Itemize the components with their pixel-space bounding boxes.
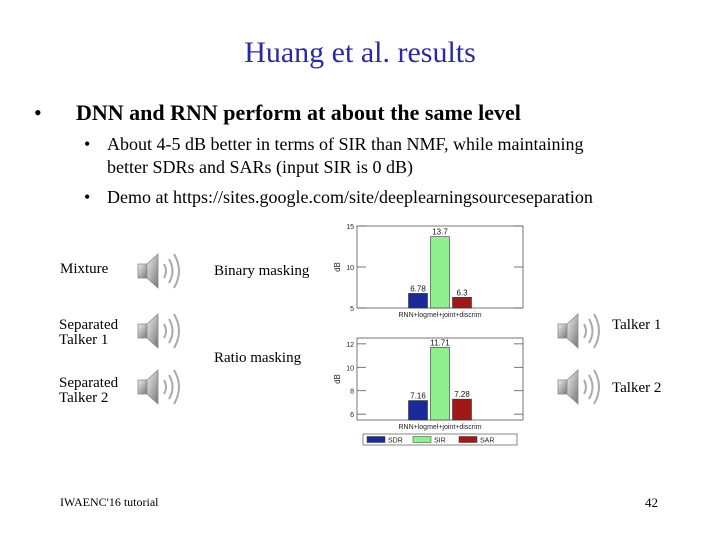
speaker-icon[interactable] [556, 366, 606, 408]
x-axis-label: RNN+logmel+joint+discrim [398, 424, 482, 431]
bar-sdr [409, 401, 428, 420]
y-tick-label: 15 [346, 224, 354, 231]
bar-sar [453, 399, 472, 420]
bullet-dot-icon: • [84, 134, 91, 154]
data-label: 6.3 [456, 288, 468, 298]
chart-ratio-masking [325, 334, 530, 446]
bullet-sub-1-text: About 4-5 dB better in terms of SIR than NMF, while maintaining [107, 134, 584, 154]
legend-swatch-sdr [367, 437, 385, 443]
x-axis-label: RNN+logmel+joint+discrim [398, 312, 482, 319]
speaker-icon[interactable] [556, 310, 606, 352]
bullet-sub-1-cont: better SDRs and SARs (input SIR is 0 dB) [107, 157, 414, 177]
y-tick-label: 10 [346, 365, 354, 373]
speaker-icon[interactable] [136, 366, 186, 408]
y-tick-label: 12 [346, 341, 354, 349]
legend-label: SAR [480, 437, 495, 445]
data-label: 11.71 [430, 338, 450, 348]
y-tick-label: 6 [350, 412, 354, 420]
label-separated-2: Separated [59, 375, 119, 391]
page-number: 42 [645, 495, 658, 510]
bar-sdr [409, 293, 428, 308]
bar-sir [431, 237, 450, 308]
data-label: 13.7 [432, 227, 448, 237]
label-binary-masking: Binary masking [214, 263, 310, 279]
bullet-main-text: DNN and RNN perform at about the same level [76, 100, 521, 125]
label-talker-2: Talker 2 [59, 390, 109, 406]
speaker-icon[interactable] [136, 310, 186, 352]
y-axis-label: dB [333, 262, 342, 272]
label-mixture: Mixture [60, 261, 109, 277]
slide-title: Huang et al. results [244, 36, 476, 69]
bar-sar [453, 297, 472, 308]
y-tick-label: 5 [350, 306, 354, 313]
label-separated-1: Separated [59, 317, 119, 333]
bar-sir [431, 347, 450, 420]
chart-binary-masking [325, 222, 530, 322]
bullet-dot-icon: • [84, 187, 91, 207]
y-axis-label: dB [333, 374, 342, 384]
legend-label: SDR [388, 437, 403, 445]
label-right-talker-1: Talker 1 [612, 317, 662, 333]
demo-link-text: Demo at https://sites.google.com/site/deeplearningsourceseparation [107, 187, 593, 207]
label-talker-1: Talker 1 [59, 332, 109, 348]
data-label: 7.16 [410, 391, 426, 401]
legend-swatch-sar [459, 437, 477, 443]
legend-swatch-sir [413, 437, 431, 443]
bullet-dot-icon: • [34, 100, 42, 125]
data-label: 6.78 [410, 284, 426, 294]
label-ratio-masking: Ratio masking [214, 350, 302, 366]
data-label: 7.28 [454, 390, 470, 400]
label-right-talker-2: Talker 2 [612, 380, 662, 396]
speaker-icon[interactable] [136, 250, 186, 292]
legend-label: SIR [434, 437, 446, 445]
footer-text: IWAENC'16 tutorial [60, 495, 159, 509]
y-tick-label: 8 [350, 388, 354, 396]
y-tick-label: 10 [346, 265, 354, 272]
